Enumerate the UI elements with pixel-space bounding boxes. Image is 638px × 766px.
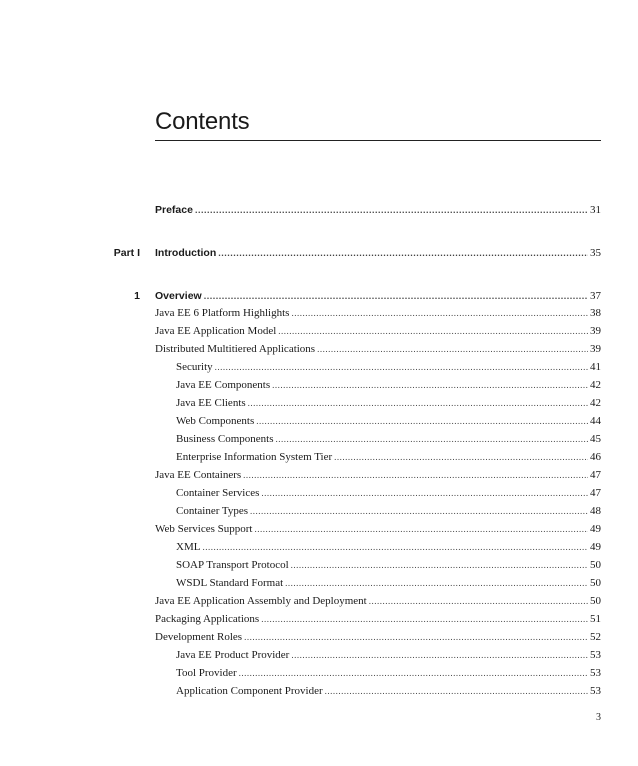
toc-entry-label: Container Types [176, 505, 249, 517]
toc-entry-label: Distributed Multitiered Applications [155, 343, 316, 355]
leader-dots [291, 557, 588, 573]
toc-entry[interactable] [176, 539, 601, 555]
leader-dots [218, 245, 588, 261]
leader-dots [244, 629, 588, 645]
toc-entry-page: 44 [590, 415, 601, 427]
toc-entry-page: 45 [590, 433, 601, 445]
leader-dots [243, 467, 588, 483]
toc-entry[interactable] [176, 557, 601, 573]
toc-entry-label: Java EE Components [176, 379, 271, 391]
leader-dots [204, 288, 588, 304]
toc-part-page: 35 [590, 247, 601, 259]
toc-entry-page: 48 [590, 505, 601, 517]
toc-entry[interactable] [155, 593, 601, 609]
toc-entry-page: 53 [590, 685, 601, 697]
page-title: Contents [155, 108, 250, 135]
toc-entry-label: Enterprise Information System Tier [176, 451, 333, 463]
leader-dots [195, 202, 588, 218]
toc-entry-page: 51 [590, 613, 601, 625]
leader-dots [261, 611, 588, 627]
toc-preface-page: 31 [590, 204, 601, 216]
leader-dots [334, 449, 588, 465]
toc-entry[interactable] [176, 485, 601, 501]
toc-entry-label: Java EE Product Provider [176, 649, 290, 661]
leader-dots [202, 539, 588, 555]
toc-entry-page: 39 [590, 325, 601, 337]
leader-dots [278, 323, 588, 339]
title-rule [155, 140, 601, 141]
toc-entry[interactable] [176, 503, 601, 519]
leader-dots [239, 665, 588, 681]
toc-entry-page: 49 [590, 523, 601, 535]
toc-preface[interactable] [155, 202, 601, 218]
toc-entry[interactable] [155, 323, 601, 339]
toc-entry-page: 50 [590, 559, 601, 571]
toc-entry-label: Container Services [176, 487, 260, 499]
toc-entry[interactable] [176, 413, 601, 429]
toc-entry-page: 53 [590, 649, 601, 661]
toc-chapter[interactable] [155, 288, 601, 304]
toc-entry-page: 50 [590, 595, 601, 607]
toc-entry[interactable] [155, 611, 601, 627]
toc-entry-page: 42 [590, 397, 601, 409]
leader-dots [250, 503, 588, 519]
leader-dots [275, 431, 588, 447]
toc-entry[interactable] [176, 431, 601, 447]
toc-entry-label: Java EE Containers [155, 469, 242, 481]
leader-dots [325, 683, 588, 699]
toc-chapter-page: 37 [590, 290, 601, 302]
toc-entry-label: Java EE 6 Platform Highlights [155, 307, 290, 319]
leader-dots [291, 305, 588, 321]
toc-entry-label: Application Component Provider [176, 685, 323, 697]
toc-entry-label: Java EE Clients [176, 397, 246, 409]
toc-entry[interactable] [176, 683, 601, 699]
leader-dots [291, 647, 588, 663]
toc-entry[interactable] [176, 377, 601, 393]
toc-entry[interactable] [176, 575, 601, 591]
leader-dots [256, 413, 588, 429]
leader-dots [255, 521, 589, 537]
toc-entry-label: Security [176, 361, 213, 373]
toc-entry[interactable] [176, 449, 601, 465]
toc-entry-label: SOAP Transport Protocol [176, 559, 289, 571]
leader-dots [285, 575, 588, 591]
toc-entry-page: 50 [590, 577, 601, 589]
toc-entry-page: 46 [590, 451, 601, 463]
leader-dots [248, 395, 588, 411]
toc-entry-page: 47 [590, 487, 601, 499]
toc-entry-label: Packaging Applications [155, 613, 260, 625]
part-prefix: Part I [113, 247, 140, 259]
leader-dots [215, 359, 588, 375]
toc-entry-label: Tool Provider [176, 667, 237, 679]
toc-entry[interactable] [155, 467, 601, 483]
toc-entry-label: Business Components [176, 433, 274, 445]
toc-entry[interactable] [176, 395, 601, 411]
toc-entry[interactable] [176, 647, 601, 663]
toc-entry-label: Java EE Application Model [155, 325, 277, 337]
toc-entry-page: 39 [590, 343, 601, 355]
toc-entry-page: 42 [590, 379, 601, 391]
toc-entry[interactable] [155, 521, 601, 537]
toc-entry[interactable] [176, 359, 601, 375]
toc-entry[interactable] [155, 341, 601, 357]
toc-entry-label: Web Components [176, 415, 255, 427]
leader-dots [317, 341, 588, 357]
toc-entry-page: 53 [590, 667, 601, 679]
toc-entry-label: WSDL Standard Format [176, 577, 284, 589]
toc-entry-page: 47 [590, 469, 601, 481]
page-number: 3 [596, 712, 601, 723]
leader-dots [261, 485, 588, 501]
toc-entry-page: 38 [590, 307, 601, 319]
leader-dots [369, 593, 588, 609]
toc-entry-label: Web Services Support [155, 523, 253, 535]
chapter-number: 1 [134, 290, 140, 302]
leader-dots [272, 377, 588, 393]
toc-entry[interactable] [176, 665, 601, 681]
toc-entry-label: Java EE Application Assembly and Deployment [155, 595, 367, 607]
toc-entry-label: XML [176, 541, 201, 553]
toc-part-label: Introduction [155, 247, 217, 259]
toc-entry-page: 52 [590, 631, 601, 643]
toc-entry[interactable] [155, 305, 601, 321]
toc-entry-page: 49 [590, 541, 601, 553]
toc-chapter-label: Overview [155, 290, 202, 302]
toc-entry-page: 41 [590, 361, 601, 373]
toc-entry[interactable] [155, 629, 601, 645]
toc-entry-label: Development Roles [155, 631, 243, 643]
toc-part[interactable] [155, 245, 601, 261]
toc-preface-label: Preface [155, 204, 193, 216]
